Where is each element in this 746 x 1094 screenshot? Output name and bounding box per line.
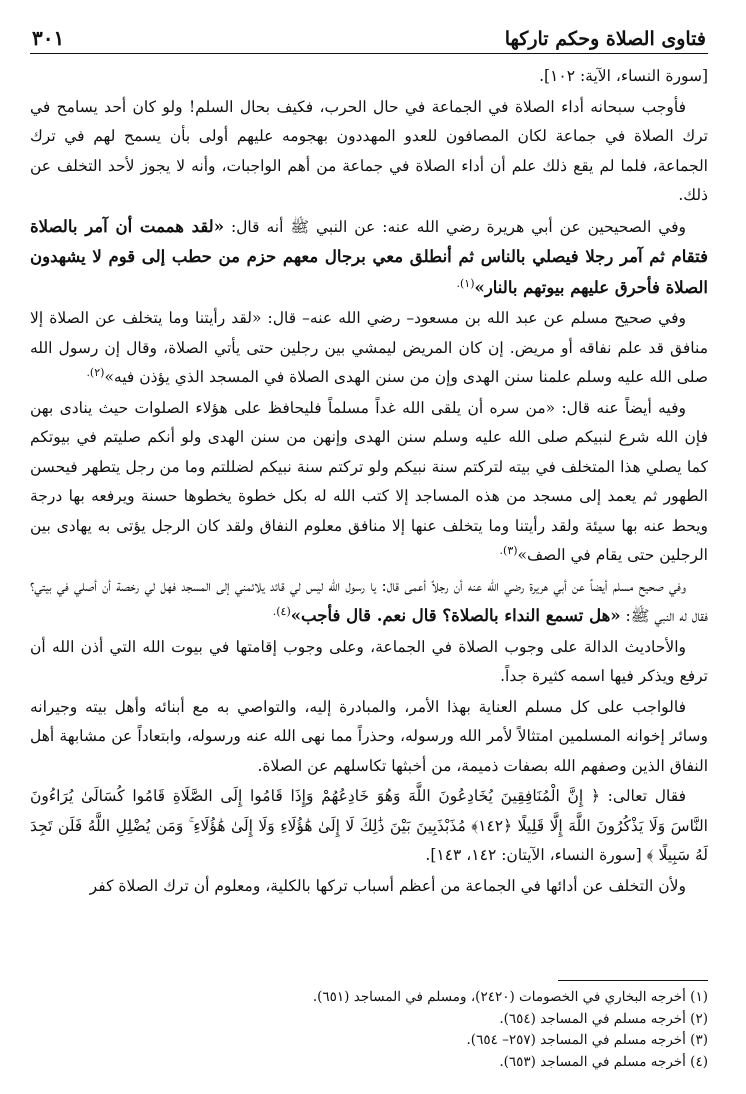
paragraph-ahadith: والأحاديث الدالة على وجوب الصلاة في الجماعة، وعلى وجوب إقامتها في بيوت الله التي أذن الله أن ترفع ويذكر فيها اسمه كثيرة جداً. xyxy=(30,637,708,685)
quran-intro: فقال تعالى: xyxy=(599,787,687,805)
footnotes xyxy=(30,980,708,1073)
hadith-1-quote: «لقد هممت أن آمر بالصلاة فتقام ثم آمر رجلا فيصلي بالناس ثم أنطلق معي برجال معهم حزم من حطب إلى قوم لا يشهدون الصلاة فأحرق عليهم بيوتهم بالنار» xyxy=(30,216,708,297)
paragraph-hadith-1 xyxy=(30,212,708,304)
paragraph-hadith-3 xyxy=(30,394,708,571)
running-header xyxy=(30,22,708,54)
hadith-1-intro: وفي الصحيحين عن أبي هريرة رضي الله عنه: عن النبي ﷺ أنه قال: xyxy=(224,217,687,236)
paragraph-duty: فالواجب على كل مسلم العناية بهذا الأمر، والمبادرة إليه، والتواصي به مع أبنائه وأهل بيته وجيرانه وسائر إخوانه المسلمين امتثالاً لأمر الله ورسوله، وحذراً مما نهى الله عنه ورسوله، وابتعاداً عن مشابهة أهل النفاق الذين وصفهم الله بصفات ذميمة، من أخبثها تكاسلهم عن الصلاة. xyxy=(30,697,708,775)
paragraph-quran xyxy=(30,782,708,871)
footnote-4: (٤) أخرجه مسلم في المساجد (٦٥٣). xyxy=(499,1053,708,1070)
page-number: ٣٠١ xyxy=(32,26,65,50)
paragraph-war-prayer: فأوجب سبحانه أداء الصلاة في الجماعة في حال الحرب، فكيف بحال السلم! ولو كان أحد يسامح في ترك الصلاة في جماعة لكان المصافون للعدو المهددون بهجومه عليهم أولى بأن يسمح لهم في ترك الجماعة، فلما لم يقع ذلك علم أن أداء الصلاة في جماعة من أهم الواجبات، وأنه لا يجوز لأحد التخلف عن ذلك. xyxy=(30,97,708,204)
hadith-2-text: وفي صحيح مسلم عن عبد الله بن مسعود– رضي الله عنه– قال: «لقد رأيتنا وما يتخلف عن الصلاة إلا منافق قد علم نفاقه أو مريض. إن كان المريض ليمشي بين رجلين حتى يأتي الصلاة، وقال إن رسول الله صلى الله عليه وسلم علمنا سنن الهدى وإن من سنن الهدى الصلاة في المسجد الذي يؤذن فيه» xyxy=(30,309,708,386)
paragraph-hadith-4 xyxy=(30,572,708,632)
footnote-1: (١) أخرجه البخاري في الخصومات (٢٤٢٠)، ومسلم في المساجد (٦٥١). xyxy=(312,989,708,1005)
quran-reference: [سورة النساء، الآيتان: ١٤٢، ١٤٣]. xyxy=(425,846,647,864)
hadith-4-intro: وفي صحيح مسلم أيضاً عن أبي هريرة رضي الله عنه أن رجلاً أعمى قال: يا رسول الله ليس لي قائد يلائمني إلى المسجد فهل لي رخصة أن أصلي في بيتي؟ فقال له النبي ﷺ: xyxy=(30,576,708,625)
verse-reference-line: [سورة النساء، الآية: ١٠٢]. xyxy=(539,67,708,85)
quran-verse: ﴿ إِنَّ الْمُنَافِقِينَ يُخَادِعُونَ اللَّهَ وَهُوَ خَادِعُهُمْ وَإِذَا قَامُوا إِلَى الصَّلَاةِ قَامُوا كُسَالَىٰ يُرَاءُونَ النَّاسَ وَلَا يَذْكُرُونَ اللَّهَ إِلَّا قَلِيلًا ﴿١٤٢﴾ مُذَبْذَبِينَ بَيْنَ ذَٰلِكَ لَا إِلَىٰ هَٰؤُلَاءِ وَلَا إِلَىٰ هَٰؤُلَاءِ ۚ وَمَن يُضْلِلِ اللَّهُ فَلَن تَجِدَ لَهُ سَبِيلًا ﴾ xyxy=(30,787,708,864)
hadith-4-quote: «هل تسمع النداء بالصلاة؟ قال نعم. قال فأجب» xyxy=(290,606,621,625)
footnote-ref-3: (٣). xyxy=(499,543,518,557)
footnote-2: (٢) أخرجه مسلم في المساجد (٦٥٤). xyxy=(499,1010,708,1027)
footnote-ref-1: (١). xyxy=(456,276,475,290)
page-body xyxy=(30,62,708,901)
footnote-ref-2: (٢). xyxy=(86,365,105,379)
footnote-divider xyxy=(558,980,708,981)
footnote-3: (٣) أخرجه مسلم في المساجد (٢٥٧– ٦٥٤). xyxy=(466,1032,708,1048)
footnote-ref-4: (٤). xyxy=(272,604,291,618)
paragraph-hadith-2 xyxy=(30,304,708,393)
paragraph-last: ولأن التخلف عن أدائها في الجماعة من أعظم أسباب تركها بالكلية، ومعلوم أن ترك الصلاة كفر xyxy=(89,876,686,895)
hadith-3-text: وفيه أيضاً عنه قال: «من سره أن يلقى الله غداً مسلماً فليحافظ على هؤلاء الصلوات حيث ينادى بهن فإن الله شرع لنبيكم صلى الله عليه وسلم سنن الهدى وإنهن من سنن الهدى ولو أنكم صليتم في بيوتكم كما يصلي هذا المتخلف في بيته لتركتم سنة نبيكم ولو تركتم سنة نبيكم لضللتم وما من رجل يتطهر فيحسن الطهور ثم يعمد إلى مسجد من هذه المساجد إلا كتب الله له بكل خطوة يخطوها حسنة ويرفعه بها درجة ويحط عنه بها سيئة ولقد رأيتنا وما يتخلف عنها إلا منافق معلوم النفاق ولقد كان الرجل يؤتى به يهادى بين الرجلين حتى يقام في الصف» xyxy=(30,398,708,564)
header-title: فتاوى الصلاة وحكم تاركها xyxy=(504,28,706,50)
